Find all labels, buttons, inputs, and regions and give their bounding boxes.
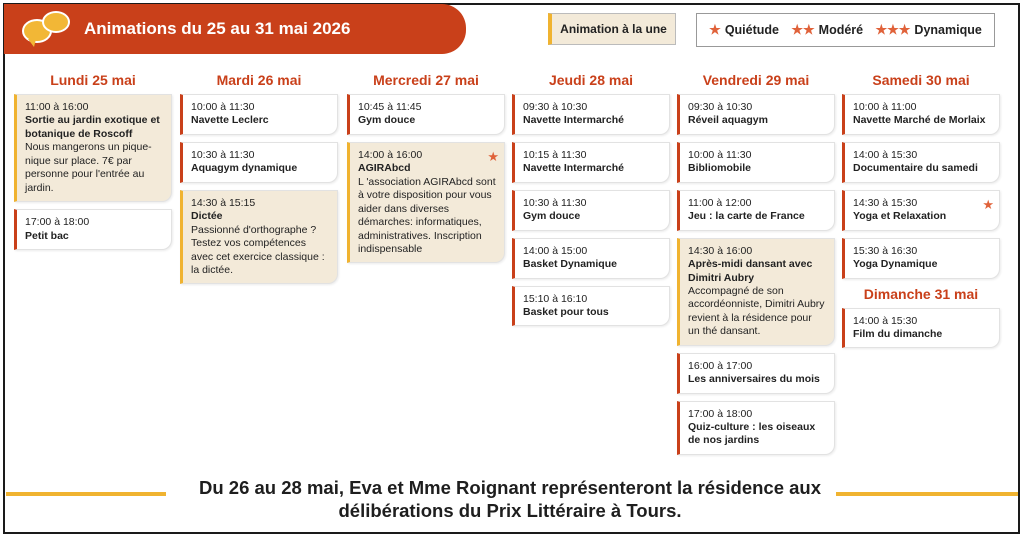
- event-card: [677, 142, 835, 183]
- day-heading: Mercredi 27 mai: [373, 72, 479, 88]
- day-heading: Mardi 26 mai: [216, 72, 302, 88]
- legend-label: Quiétude: [724, 23, 779, 37]
- event-name: Navette Marché de Morlaix: [853, 114, 986, 127]
- legend-label: Dynamique: [914, 23, 982, 37]
- event-name: Sortie au jardin exotique et botanique de Roscoff: [25, 114, 160, 140]
- star-icon: ★: [487, 148, 499, 164]
- event-card: [677, 190, 835, 231]
- event-name: Bibliomobile: [688, 162, 751, 175]
- event-name: Jeu : la carte de France: [688, 210, 805, 223]
- event-card: [842, 142, 1000, 183]
- day-column-mardi: [180, 72, 338, 291]
- title-banner: [4, 4, 466, 54]
- event-card: [180, 190, 338, 285]
- event-card: [14, 94, 172, 202]
- event-name: Film du dimanche: [853, 327, 943, 340]
- day-heading: Jeudi 28 mai: [548, 72, 634, 88]
- day-column-mercredi: [347, 72, 505, 270]
- event-name: Navette Intermarché: [523, 114, 624, 127]
- event-time: 11:00 à 12:00: [688, 196, 752, 209]
- day-heading: Samedi 30 mai: [872, 72, 970, 88]
- event-time: 14:30 à 16:00: [688, 244, 753, 257]
- day-column-jeudi: [512, 72, 670, 333]
- event-time: 10:00 à 11:00: [853, 101, 917, 113]
- event-name: Les anniversaires du mois: [688, 373, 820, 386]
- one-star-icon: ★: [709, 22, 721, 37]
- event-time: 10:45 à 11:45: [358, 101, 422, 113]
- event-time: 14:30 à 15:15: [191, 196, 256, 209]
- two-stars-icon: ★★: [791, 22, 815, 37]
- event-time: 10:00 à 11:30: [191, 101, 255, 113]
- legend-modere: [791, 22, 863, 38]
- event-name: Après-midi dansant avec Dimitri Aubry: [688, 258, 813, 284]
- event-name: Navette Leclerc: [191, 114, 269, 127]
- event-name: Gym douce: [358, 114, 416, 127]
- event-time: 10:30 à 11:30: [191, 148, 255, 161]
- event-card: [842, 238, 1000, 279]
- event-name: Yoga Dynamique: [853, 258, 938, 271]
- event-name: AGIRAbcd: [358, 162, 411, 175]
- event-name: Réveil aquagym: [688, 114, 768, 127]
- event-card: [512, 238, 670, 279]
- une-legend: Animation à la une: [548, 13, 676, 45]
- event-card: [180, 142, 338, 183]
- event-time: 16:00 à 17:00: [688, 359, 753, 372]
- event-card: [677, 94, 835, 135]
- event-name: Basket pour tous: [523, 305, 609, 318]
- star-icon: ★: [982, 196, 994, 212]
- event-time: 15:10 à 16:10: [523, 292, 588, 305]
- intensity-legend: [696, 13, 995, 47]
- event-card: [347, 94, 505, 135]
- event-name: Quiz-culture : les oiseaux de nos jardins: [688, 421, 816, 447]
- event-time: 14:00 à 15:30: [853, 314, 918, 327]
- page-title: Animations du 25 au 31 mai 2026: [84, 19, 351, 38]
- event-name: Yoga et Relaxation: [853, 210, 947, 223]
- day-column-samedi: [842, 72, 1000, 355]
- event-time: 10:00 à 11:30: [688, 148, 752, 161]
- event-card: [512, 142, 670, 183]
- event-card: [512, 286, 670, 327]
- event-time: 10:15 à 11:30: [523, 148, 587, 161]
- event-time: 17:00 à 18:00: [688, 407, 753, 420]
- event-card: [512, 190, 670, 231]
- event-description: Accompagné de son accordéonniste, Dimitri Aubry revient à la résidence pour un thé dansant.: [688, 284, 825, 338]
- day-heading-dimanche: Dimanche 31 mai: [863, 285, 979, 302]
- event-name: Gym douce: [523, 210, 581, 223]
- event-time: 14:30 à 15:30: [853, 196, 918, 209]
- day-heading: Lundi 25 mai: [50, 72, 136, 88]
- event-time: 11:00 à 16:00: [25, 101, 89, 113]
- legend-quietude: [709, 22, 779, 38]
- event-name: Petit bac: [25, 229, 69, 242]
- divider-right: [836, 492, 1018, 496]
- event-card: [677, 353, 835, 394]
- event-description: Passionné d'orthographe ? Testez vos compétences avec cet exercice classique : la dictée.: [191, 223, 325, 276]
- event-card: [14, 209, 172, 250]
- event-name: Navette Intermarché: [523, 162, 624, 175]
- event-name: Aquagym dynamique: [191, 162, 298, 175]
- event-description: L 'association AGIRAbcd sont à votre disposition pour vous aider dans diverses démarches: informatiques, administratives. Inscription indispensable: [358, 175, 496, 255]
- legend-dynamique: [875, 22, 981, 38]
- event-card: [677, 238, 835, 346]
- speech-bubbles-icon: [22, 9, 74, 49]
- event-name: Dictée: [191, 210, 223, 223]
- event-time: 15:30 à 16:30: [853, 244, 918, 257]
- three-stars-icon: ★★★: [875, 22, 911, 37]
- event-name: Documentaire du samedi: [853, 162, 978, 175]
- event-time: 09:30 à 10:30: [523, 101, 588, 113]
- legend-label: Modéré: [818, 23, 864, 37]
- event-time: 09:30 à 10:30: [688, 101, 753, 113]
- event-card: [677, 401, 835, 455]
- event-time: 14:00 à 16:00: [358, 148, 423, 161]
- event-card: [180, 94, 338, 135]
- event-name: Basket Dynamique: [523, 258, 617, 271]
- event-card: [347, 142, 505, 264]
- event-time: 17:00 à 18:00: [25, 216, 90, 229]
- event-time: 14:00 à 15:30: [853, 148, 918, 161]
- day-column-vendredi: [677, 72, 835, 462]
- event-card: [842, 190, 1000, 231]
- day-heading: Vendredi 29 mai: [702, 72, 810, 88]
- day-column-lundi: [14, 72, 172, 257]
- event-time: 10:30 à 11:30: [523, 196, 587, 209]
- divider-left: [6, 492, 166, 496]
- event-card: [842, 308, 1000, 349]
- event-time: 14:00 à 15:00: [523, 244, 588, 257]
- event-card: [512, 94, 670, 135]
- event-description: Nous mangerons un pique-nique sur place. 7€ par personne pour l'entrée au jardin.: [25, 141, 152, 194]
- event-card: [842, 94, 1000, 135]
- announcement: Du 26 au 28 mai, Eva et Mme Roignant représenteront la résidence aux délibérations du Prix Littéraire à Tours.: [198, 477, 822, 521]
